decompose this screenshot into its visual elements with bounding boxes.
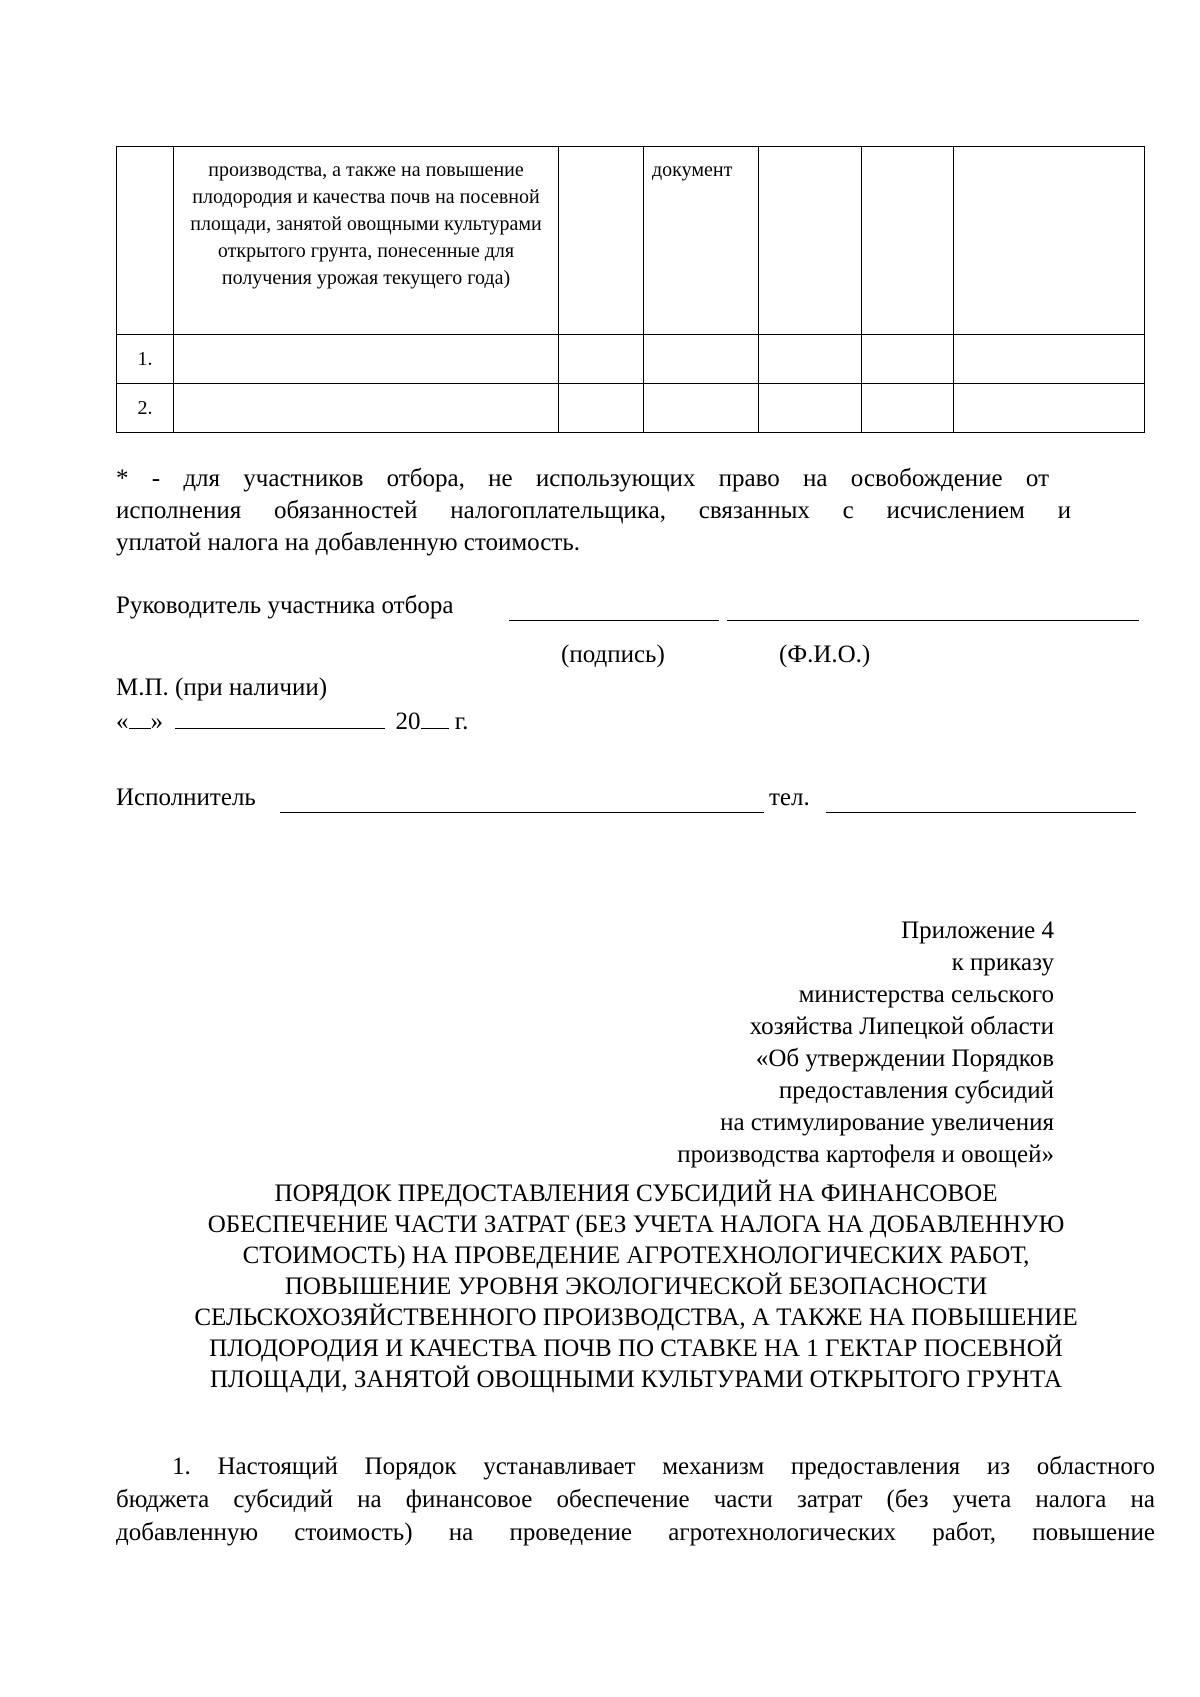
table-row bbox=[117, 384, 1145, 433]
body-line: 1. Настоящий Порядок устанавливает механизм предоставления из областного bbox=[172, 1453, 1155, 1480]
title-line: ПЛОЩАДИ, ЗАНЯТОЙ ОВОЩНЫМИ КУЛЬТУРАМИ ОТКРЫТОГО ГРУНТА bbox=[209, 1366, 1063, 1393]
table-cell bbox=[117, 147, 174, 335]
table-cell bbox=[559, 335, 644, 384]
table-cell bbox=[644, 335, 759, 384]
appendix-line: предоставления субсидий bbox=[778, 1077, 1054, 1104]
form-table bbox=[116, 146, 1145, 433]
footnote-line: * - для участников отбора, не использующих право на освобождение от bbox=[116, 465, 1049, 492]
executor-line bbox=[280, 790, 764, 813]
fio-caption: (Ф.И.О.) bbox=[779, 641, 871, 668]
year-blank bbox=[421, 706, 449, 729]
table-cell bbox=[559, 384, 644, 433]
signature-line bbox=[509, 598, 719, 621]
head-label: Руководитель участника отбора bbox=[116, 592, 454, 619]
footnote-line: уплатой налога на добавленную стоимость. bbox=[116, 529, 580, 556]
footnote-line: исполнения обязанностей налогоплательщика, связанных с исчислением и bbox=[116, 497, 1071, 524]
table-cell bbox=[759, 335, 862, 384]
title-line: СТОИМОСТЬ) НА ПРОВЕДЕНИЕ АГРОТЕХНОЛОГИЧЕСКИХ РАБОТ, bbox=[242, 1242, 1030, 1269]
title-line: ПОРЯДОК ПРЕДОСТАВЛЕНИЯ СУБСИДИЙ НА ФИНАНСОВОЕ bbox=[274, 1180, 998, 1207]
table-cell bbox=[954, 384, 1145, 433]
appendix-line: «Об утверждении Порядков bbox=[755, 1045, 1054, 1072]
table-row bbox=[117, 335, 1145, 384]
table-cell bbox=[954, 147, 1145, 335]
body-line: добавленную стоимость) на проведение агротехнологических работ, повышение bbox=[116, 1519, 1155, 1546]
appendix-header bbox=[677, 915, 1054, 1171]
appendix-line: министерства сельского bbox=[798, 981, 1054, 1008]
appendix-line: хозяйства Липецкой области bbox=[749, 1013, 1054, 1040]
row-number: 1. bbox=[117, 335, 174, 384]
table-cell bbox=[862, 335, 954, 384]
table-row bbox=[117, 147, 1145, 335]
table-cell-document: документ bbox=[644, 147, 759, 335]
year-suffix: г. bbox=[454, 708, 469, 735]
table-cell bbox=[559, 147, 644, 335]
table-cell bbox=[759, 384, 862, 433]
fio-line bbox=[727, 598, 1139, 621]
title-line: ОБЕСПЕЧЕНИЕ ЧАСТИ ЗАТРАТ (БЕЗ УЧЕТА НАЛОГА НА ДОБАВЛЕННУЮ bbox=[207, 1211, 1065, 1238]
appendix-line: к приказу bbox=[951, 949, 1054, 976]
day-blank bbox=[129, 706, 151, 729]
appendix-line: Приложение 4 bbox=[901, 917, 1054, 944]
table-cell bbox=[862, 147, 954, 335]
year-prefix: 20 bbox=[395, 708, 421, 735]
table-cell-description: производства, а также на повышение плодородия и качества почв на посевной площади, занятой овощными культурами открытого грунта, понесенные для получения урожая текущего года) bbox=[174, 147, 559, 335]
appendix-line: производства картофеля и овощей» bbox=[677, 1141, 1054, 1168]
phone-line bbox=[826, 790, 1136, 813]
title-line: ПЛОДОРОДИЯ И КАЧЕСТВА ПОЧВ ПО СТАВКЕ НА 1 ГЕКТАР ПОСЕВНОЙ bbox=[209, 1335, 1063, 1362]
table-cell bbox=[174, 335, 559, 384]
title-line: ПОВЫШЕНИЕ УРОВНЯ ЭКОЛОГИЧЕСКОЙ БЕЗОПАСНОСТИ bbox=[284, 1273, 988, 1300]
executor-label: Исполнитель bbox=[116, 784, 256, 811]
signature-caption: (подпись) bbox=[561, 641, 665, 668]
table-cell bbox=[174, 384, 559, 433]
month-blank bbox=[175, 706, 385, 729]
appendix-line: на стимулирование увеличения bbox=[720, 1109, 1054, 1136]
phone-label: тел. bbox=[769, 784, 810, 811]
table-cell bbox=[759, 147, 862, 335]
table-cell bbox=[862, 384, 954, 433]
document-title bbox=[116, 1178, 1156, 1395]
table-cell bbox=[954, 335, 1145, 384]
stamp-label: М.П. (при наличии) bbox=[116, 674, 328, 701]
date-line bbox=[116, 706, 468, 736]
date-open-quote: « bbox=[116, 708, 129, 735]
table-cell bbox=[644, 384, 759, 433]
title-line: СЕЛЬСКОХОЗЯЙСТВЕННОГО ПРОИЗВОДСТВА, А ТАКЖЕ НА ПОВЫШЕНИЕ bbox=[194, 1304, 1078, 1331]
body-line: бюджета субсидий на финансовое обеспечение части затрат (без учета налога на bbox=[116, 1486, 1155, 1513]
row-number: 2. bbox=[117, 384, 174, 433]
date-close-quote: » bbox=[150, 708, 163, 735]
